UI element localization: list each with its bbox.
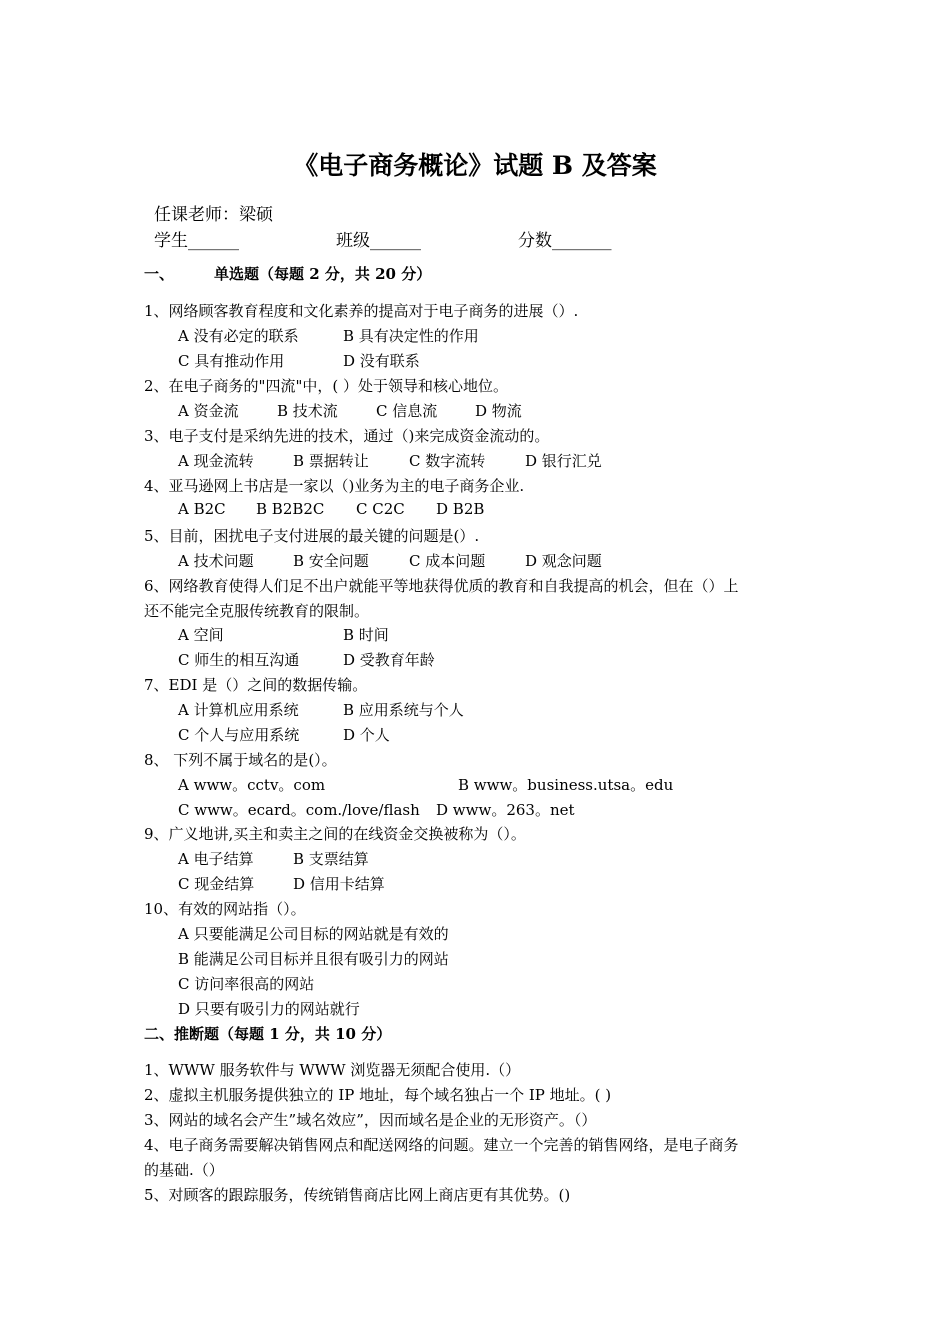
question-6: 6、网络教育使得人们足不出户就能平等地获得优质的教育和自我提高的机会，但在（）上	[144, 577, 739, 595]
q6-option-c: C 师生的相互沟通	[178, 651, 300, 669]
q9-option-b: B 支票结算	[293, 850, 369, 868]
q9-option-c: C 现金结算	[178, 875, 255, 893]
q2-option-d: D 物流	[475, 402, 522, 420]
judge-item-2: 2、虚拟主机服务提供独立的 IP 地址，每个域名独占一个 IP 地址。( )	[144, 1086, 612, 1104]
question-5: 5、目前，困扰电子支付进展的最关键的问题是(）.	[144, 527, 480, 545]
q2-option-b: B 技术流	[277, 402, 338, 420]
q1-option-d: D 没有联系	[343, 352, 420, 370]
q7-option-c: C 个人与应用系统	[178, 726, 300, 744]
question-10: 10、有效的网站指（）。	[144, 900, 306, 918]
q2-option-c: C 信息流	[376, 402, 438, 420]
question-7: 7、EDI 是（）之间的数据传输。	[144, 676, 368, 694]
q6-option-d: D 受教育年龄	[343, 651, 435, 669]
judge-item-4-continued: 的基础.（）	[144, 1161, 224, 1179]
q5-option-b: B 安全问题	[293, 552, 369, 570]
q4-option-a: A B2C	[178, 500, 226, 518]
q10-option-b: B 能满足公司目标并且很有吸引力的网站	[178, 950, 449, 968]
q7-option-b: B 应用系统与个人	[343, 701, 464, 719]
question-6-continued: 还不能完全克服传统教育的限制。	[144, 602, 370, 620]
class-field: 班级______	[336, 231, 421, 251]
q3-option-d: D 银行汇兑	[525, 452, 602, 470]
q7-option-d: D 个人	[343, 726, 390, 744]
q4-option-d: D B2B	[436, 500, 485, 518]
q8-option-a: A www。cctv。com	[178, 776, 326, 794]
section1-heading: 单选题（每题 2 分，共 20 分）	[214, 265, 432, 283]
student-field: 学生______	[154, 231, 239, 251]
q8-option-d: D www。263。net	[436, 801, 575, 819]
q1-option-c: C 具有推动作用	[178, 352, 285, 370]
q3-option-c: C 数字流转	[409, 452, 486, 470]
q4-option-b: B B2B2C	[256, 500, 325, 518]
q10-option-d: D 只要有吸引力的网站就行	[178, 1000, 360, 1018]
q3-option-a: A 现金流转	[178, 452, 254, 470]
section2-heading: 二、推断题（每题 1 分，共 10 分）	[144, 1025, 392, 1043]
score-field: 分数_______	[518, 231, 612, 251]
q2-option-a: A 资金流	[178, 402, 239, 420]
document-title: 《电子商务概论》试题 B 及答案	[293, 151, 657, 180]
question-8: 8、 下列不属于域名的是(）。	[144, 751, 337, 769]
teacher-line: 任课老师：梁硕	[154, 205, 273, 225]
q8-option-c: C www。ecard。com./love/flash	[178, 801, 420, 819]
q9-option-a: A 电子结算	[178, 850, 254, 868]
q7-option-a: A 计算机应用系统	[178, 701, 299, 719]
q1-option-b: B 具有决定性的作用	[343, 327, 479, 345]
q1-option-a: A 没有必定的联系	[178, 327, 299, 345]
judge-item-5: 5、对顾客的跟踪服务，传统销售商店比网上商店更有其优势。()	[144, 1186, 571, 1204]
judge-item-1: 1、WWW 服务软件与 WWW 浏览器无须配合使用.（）	[144, 1061, 521, 1079]
q10-option-c: C 访问率很高的网站	[178, 975, 315, 993]
judge-item-3: 3、网站的域名会产生”域名效应”，因而域名是企业的无形资产。（）	[144, 1111, 597, 1129]
judge-item-4: 4、电子商务需要解决销售网点和配送网络的问题。建立一个完善的销售网络，是电子商务	[144, 1136, 739, 1154]
question-3: 3、电子支付是采纳先进的技术，通过（)来完成资金流动的。	[144, 427, 550, 445]
q10-option-a: A 只要能满足公司目标的网站就是有效的	[178, 925, 449, 943]
question-9: 9、广义地讲,买主和卖主之间的在线资金交换被称为（）。	[144, 825, 526, 843]
q5-option-d: D 观念问题	[525, 552, 602, 570]
q8-option-b: B www。business.utsa。edu	[458, 776, 674, 794]
q9-option-d: D 信用卡结算	[293, 875, 385, 893]
q6-option-b: B 时间	[343, 626, 389, 644]
question-2: 2、在电子商务的"四流"中，( ）处于领导和核心地位。	[144, 377, 508, 395]
question-4: 4、亚马逊网上书店是一家以（)业务为主的电子商务企业.	[144, 477, 525, 495]
q6-option-a: A 空间	[178, 626, 224, 644]
q5-option-c: C 成本问题	[409, 552, 486, 570]
q3-option-b: B 票据转让	[293, 452, 369, 470]
q4-option-c: C C2C	[356, 500, 405, 518]
q5-option-a: A 技术问题	[178, 552, 254, 570]
section1-number: 一、	[144, 265, 175, 283]
question-1: 1、网络顾客教育程度和文化素养的提高对于电子商务的进展（）.	[144, 302, 579, 320]
